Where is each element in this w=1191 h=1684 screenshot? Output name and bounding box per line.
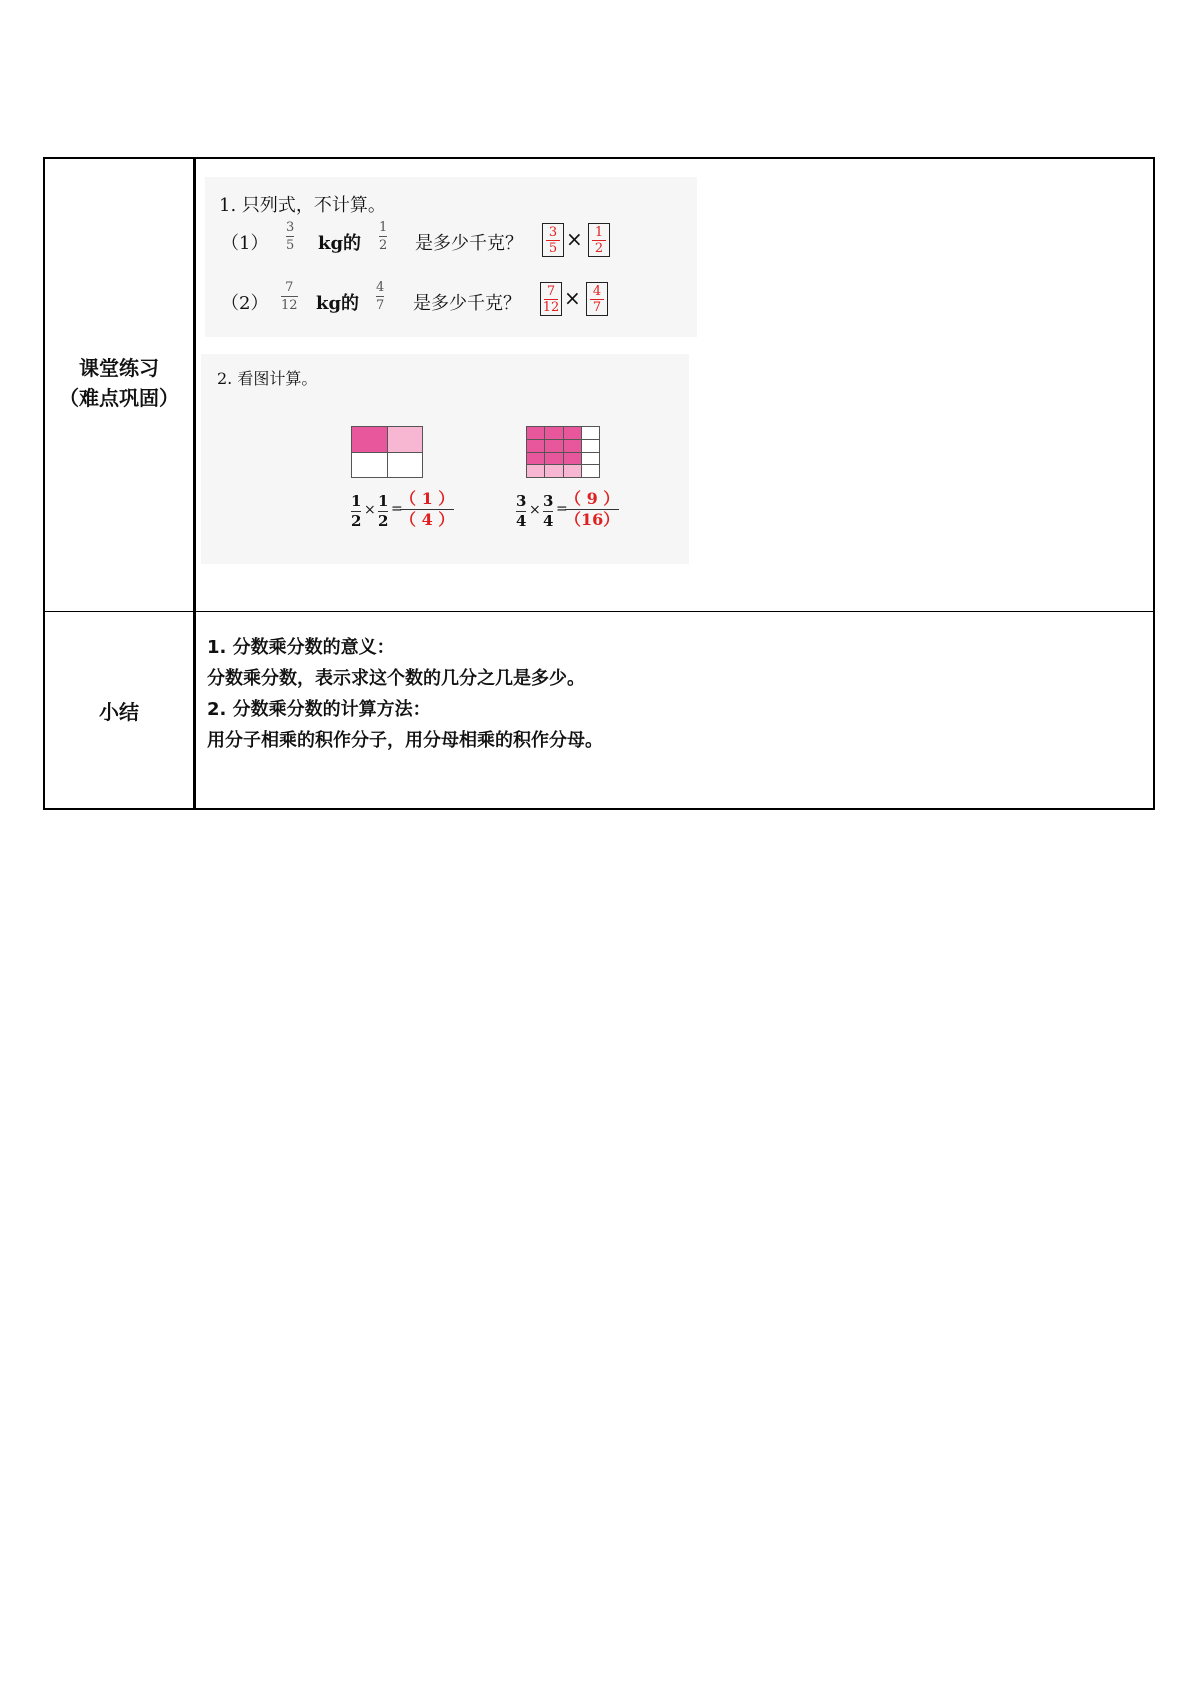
- summary-line1: 1. 分数乘分数的意义：: [207, 637, 395, 658]
- item2-unit: kg的: [316, 293, 360, 314]
- grid-cell: [527, 440, 544, 452]
- left-equals: =: [391, 501, 403, 517]
- right-fraction-a: 3 4: [516, 492, 527, 530]
- summary-line3: 2. 分数乘分数的计算方法：: [207, 699, 431, 720]
- left-fraction-b: 1 2: [378, 492, 389, 530]
- grid-cell: [582, 440, 599, 452]
- right-answer: （ 9 ） （16）: [565, 489, 620, 529]
- row-divider: [45, 611, 1153, 612]
- right-equals: =: [556, 501, 568, 517]
- item2-fraction-b: 4 7: [376, 280, 385, 313]
- item2-number: （2）: [221, 293, 269, 314]
- item1-answer-b: 1 2: [588, 223, 610, 257]
- grid-cell: [388, 427, 423, 452]
- grid-cell: [527, 453, 544, 465]
- grid-cell: [582, 465, 599, 477]
- item2-fraction-a: 7 12: [281, 280, 298, 313]
- grid-cell: [564, 427, 581, 439]
- right-fraction-b: 3 4: [543, 492, 554, 530]
- item2-answer-a: 7 12: [540, 282, 562, 316]
- summary-line2: 分数乘分数，表示求这个数的几分之几是多少。: [207, 668, 585, 689]
- item1-fraction-a: 3 5: [286, 220, 295, 253]
- lesson-table: [43, 157, 1155, 810]
- item1-number: （1）: [221, 233, 269, 254]
- practice-label-line1: 课堂练习: [79, 356, 159, 380]
- left-answer: （ 1 ） （ 4 ）: [400, 489, 455, 529]
- grid-cell: [527, 427, 544, 439]
- item1-question: 是多少千克？: [415, 233, 523, 254]
- exercise1-panel: [205, 177, 697, 337]
- grid-cell: [564, 453, 581, 465]
- left-times: ×: [364, 502, 376, 518]
- item1-answer-a: 3 5: [542, 223, 564, 257]
- exercise2-title: 2. 看图计算。: [217, 369, 318, 388]
- item2-question: 是多少千克？: [413, 293, 521, 314]
- practice-label-line2: （难点巩固）: [59, 386, 179, 410]
- item1-fraction-b: 1 2: [379, 220, 388, 253]
- left-fraction-a: 1 2: [351, 492, 362, 530]
- item2-times: ×: [564, 286, 581, 310]
- item1-times: ×: [566, 227, 583, 251]
- item2-answer-b: 4 7: [586, 282, 608, 316]
- summary-line4: 用分子相乘的积作分子，用分母相乘的积作分母。: [207, 730, 603, 751]
- grid-cell: [545, 465, 562, 477]
- grid-cell: [545, 453, 562, 465]
- grid-cell: [352, 427, 387, 452]
- exercise1-title: 1. 只列式，不计算。: [219, 195, 386, 216]
- grid-cell: [545, 440, 562, 452]
- grid-cell: [564, 465, 581, 477]
- exercise2-panel: [201, 354, 689, 564]
- grid-cell: [582, 427, 599, 439]
- fraction-grid-left: [351, 426, 423, 478]
- column-divider: [193, 159, 196, 808]
- grid-cell: [527, 465, 544, 477]
- summary-text: [207, 632, 603, 756]
- practice-label: [45, 353, 193, 413]
- grid-cell: [352, 453, 387, 478]
- grid-cell: [545, 427, 562, 439]
- right-times: ×: [529, 502, 541, 518]
- item1-unit: kg的: [318, 233, 362, 254]
- fraction-grid-right: [526, 426, 600, 478]
- grid-cell: [582, 453, 599, 465]
- grid-cell: [388, 453, 423, 478]
- summary-label: 小结: [99, 700, 139, 724]
- grid-cell: [564, 440, 581, 452]
